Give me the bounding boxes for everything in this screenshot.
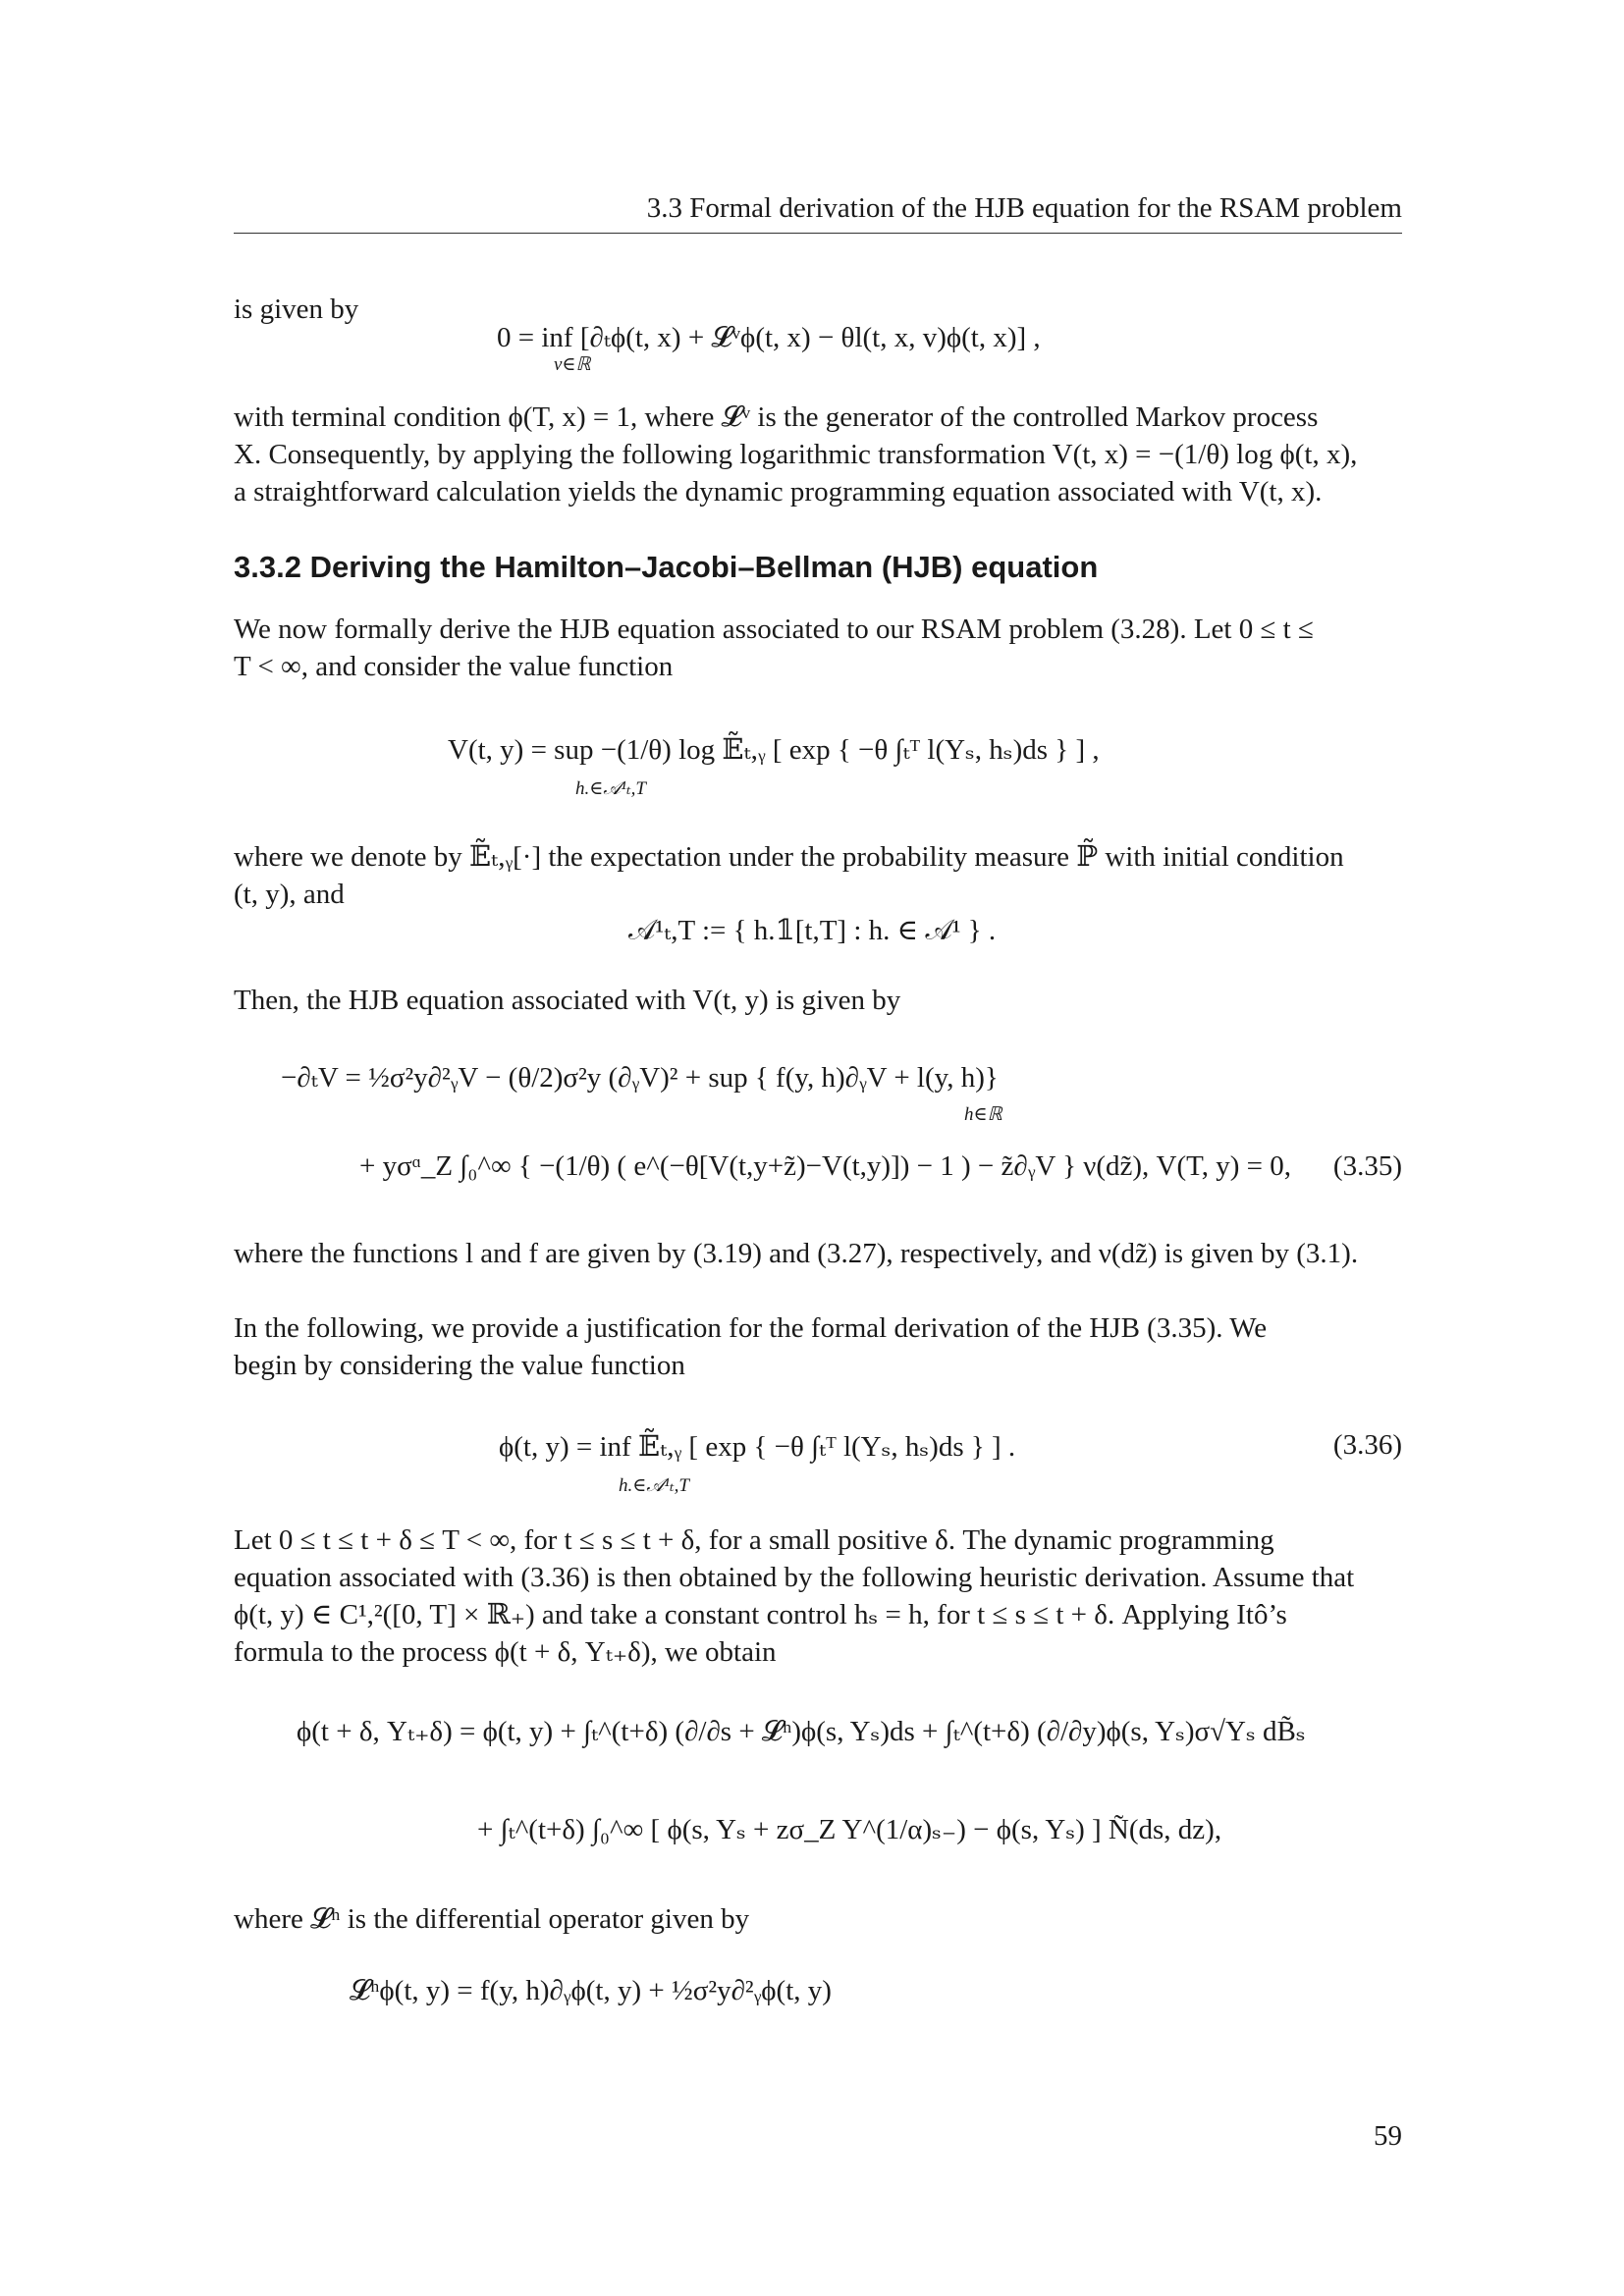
text-line: (t, y), and [234,879,345,910]
text-line: We now formally derive the HJB equation associated to our RSAM problem (3.28). Let 0 ≤ t ≤ [234,614,1314,645]
section-title: Deriving the Hamilton–Jacobi–Bellman (HJB) equation [309,550,1099,584]
intro-paragraph [234,399,1402,510]
equation-inf [497,320,1041,375]
section-heading [234,550,1098,585]
paragraph-2 [234,838,1402,913]
text-line: where we denote by 𝔼̃ₜ,ᵧ[·] the expectation under the probability measure ℙ̃ with initial condition [234,841,1344,873]
equation-value-subscript: h.∈𝒜¹ₜ,T [575,778,646,799]
paragraph-1 [234,611,1402,685]
paragraph-6 [234,1522,1402,1671]
text-line: a straightforward calculation yields the dynamic programming equation associated with V(t, x). [234,476,1323,507]
paragraph-5 [234,1309,1402,1384]
text-line: X. Consequently, by applying the following logarithmic transformation V(t, x) = −(1/θ) log ϕ(t, x), [234,439,1358,470]
equation-number-3-35: (3.35) [1332,1150,1402,1182]
equation-hjb-line-1 [281,1060,1002,1125]
running-head: 3.3 Formal derivation of the HJB equation for the RSAM problem [234,192,1402,234]
equation-value-rhs: −(1/θ) log 𝔼̃ₜ,ᵧ [ exp { −θ ∫ₜᵀ l(Yₛ, hₛ)ds } ] , [600,734,1100,766]
text-line: In the following, we provide a justification for the formal derivation of the HJB (3.35). We [234,1312,1268,1344]
section-number: 3.3.2 [234,550,301,584]
equation-hjb-line-2: + yσᵅ_Z ∫₀^∞ { −(1/θ) ( e^(−θ[V(t,y+z̃)−V(t,y)]) − 1 ) − z̃∂ᵧV } ν(dz̃), V(T, y) = 0, [359,1150,1291,1182]
text-line: equation associated with (3.36) is then obtained by the following heuristic derivation. Assume that [234,1562,1355,1593]
intro-lead: is given by [234,294,359,325]
equation-generator: 𝓛ʰϕ(t, y) = f(y, h)∂ᵧϕ(t, y) + ½σ²y∂²ᵧϕ(t, y) [350,1975,832,2006]
text-line: formula to the process ϕ(t + δ, Yₜ₊δ), we obtain [234,1636,777,1668]
equation-value-function [448,732,1100,799]
text-line: T < ∞, and consider the value function [234,651,674,682]
equation-phi [499,1429,1016,1496]
equation-ito-line-2: + ∫ₜ^(t+δ) ∫₀^∞ [ ϕ(s, Yₛ + zσ_Z Y^(1/α)ₛ₋) − ϕ(s, Yₛ) ] Ñ(ds, dz), [477,1814,1222,1845]
text-line: with terminal condition ϕ(T, x) = 1, where 𝓛ᵛ is the generator of the controlled Markov process [234,401,1319,433]
equation-hjb-line-1-text: −∂ₜV = ½σ²y∂²ᵧV − (θ/2)σ²y (∂ᵧV)² + sup { f(y, h)∂ᵧV + l(y, h)} [281,1062,999,1094]
equation-inf-subscript: v∈ℝ [554,354,591,375]
equation-hjb-subscript: h∈ℝ [964,1104,1002,1125]
equation-phi-subscript: h.∈𝒜¹ₜ,T [619,1475,689,1496]
equation-value-lhs: V(t, y) = sup [448,734,594,766]
text-line: ϕ(t, y) ∈ C¹,²([0, T] × ℝ₊) and take a constant control hₛ = h, for t ≤ s ≤ t + δ. Applying Itô’s [234,1599,1287,1630]
equation-phi-lhs: ϕ(t, y) = inf [499,1431,631,1463]
paragraph-4: where the functions l and f are given by (3.19) and (3.27), respectively, and ν(dz̃) is given by (3.1). [234,1238,1359,1269]
equation-ito-line-1: ϕ(t + δ, Yₜ₊δ) = ϕ(t, y) + ∫ₜ^(t+δ) (∂/∂s + 𝓛ʰ)ϕ(s, Yₛ)ds + ∫ₜ^(t+δ) (∂/∂y)ϕ(s, Yₛ)σ√Yₛ dB̃ₛ [297,1716,1306,1747]
equation-number-3-36: (3.36) [1332,1429,1402,1461]
paragraph-3: Then, the HJB equation associated with V(t, y) is given by [234,985,901,1016]
equation-admissible-set: 𝒜¹ₜ,T := { h.𝟙[t,T] : h. ∈ 𝒜¹ } . [628,915,997,946]
text-line: Let 0 ≤ t ≤ t + δ ≤ T < ∞, for t ≤ s ≤ t + δ, for a small positive δ. The dynamic programming [234,1524,1274,1556]
text-line: begin by considering the value function [234,1350,685,1381]
equation-phi-rhs: 𝔼̃ₜ,ᵧ [ exp { −θ ∫ₜᵀ l(Yₛ, hₛ)ds } ] . [637,1431,1016,1463]
paragraph-7: where 𝓛ʰ is the differential operator given by [234,1903,750,1935]
page-number: 59 [1374,2120,1402,2152]
equation-inf-text: 0 = inf [∂ₜϕ(t, x) + 𝓛ᵛϕ(t, x) − θl(t, x, v)ϕ(t, x)] , [497,322,1041,353]
